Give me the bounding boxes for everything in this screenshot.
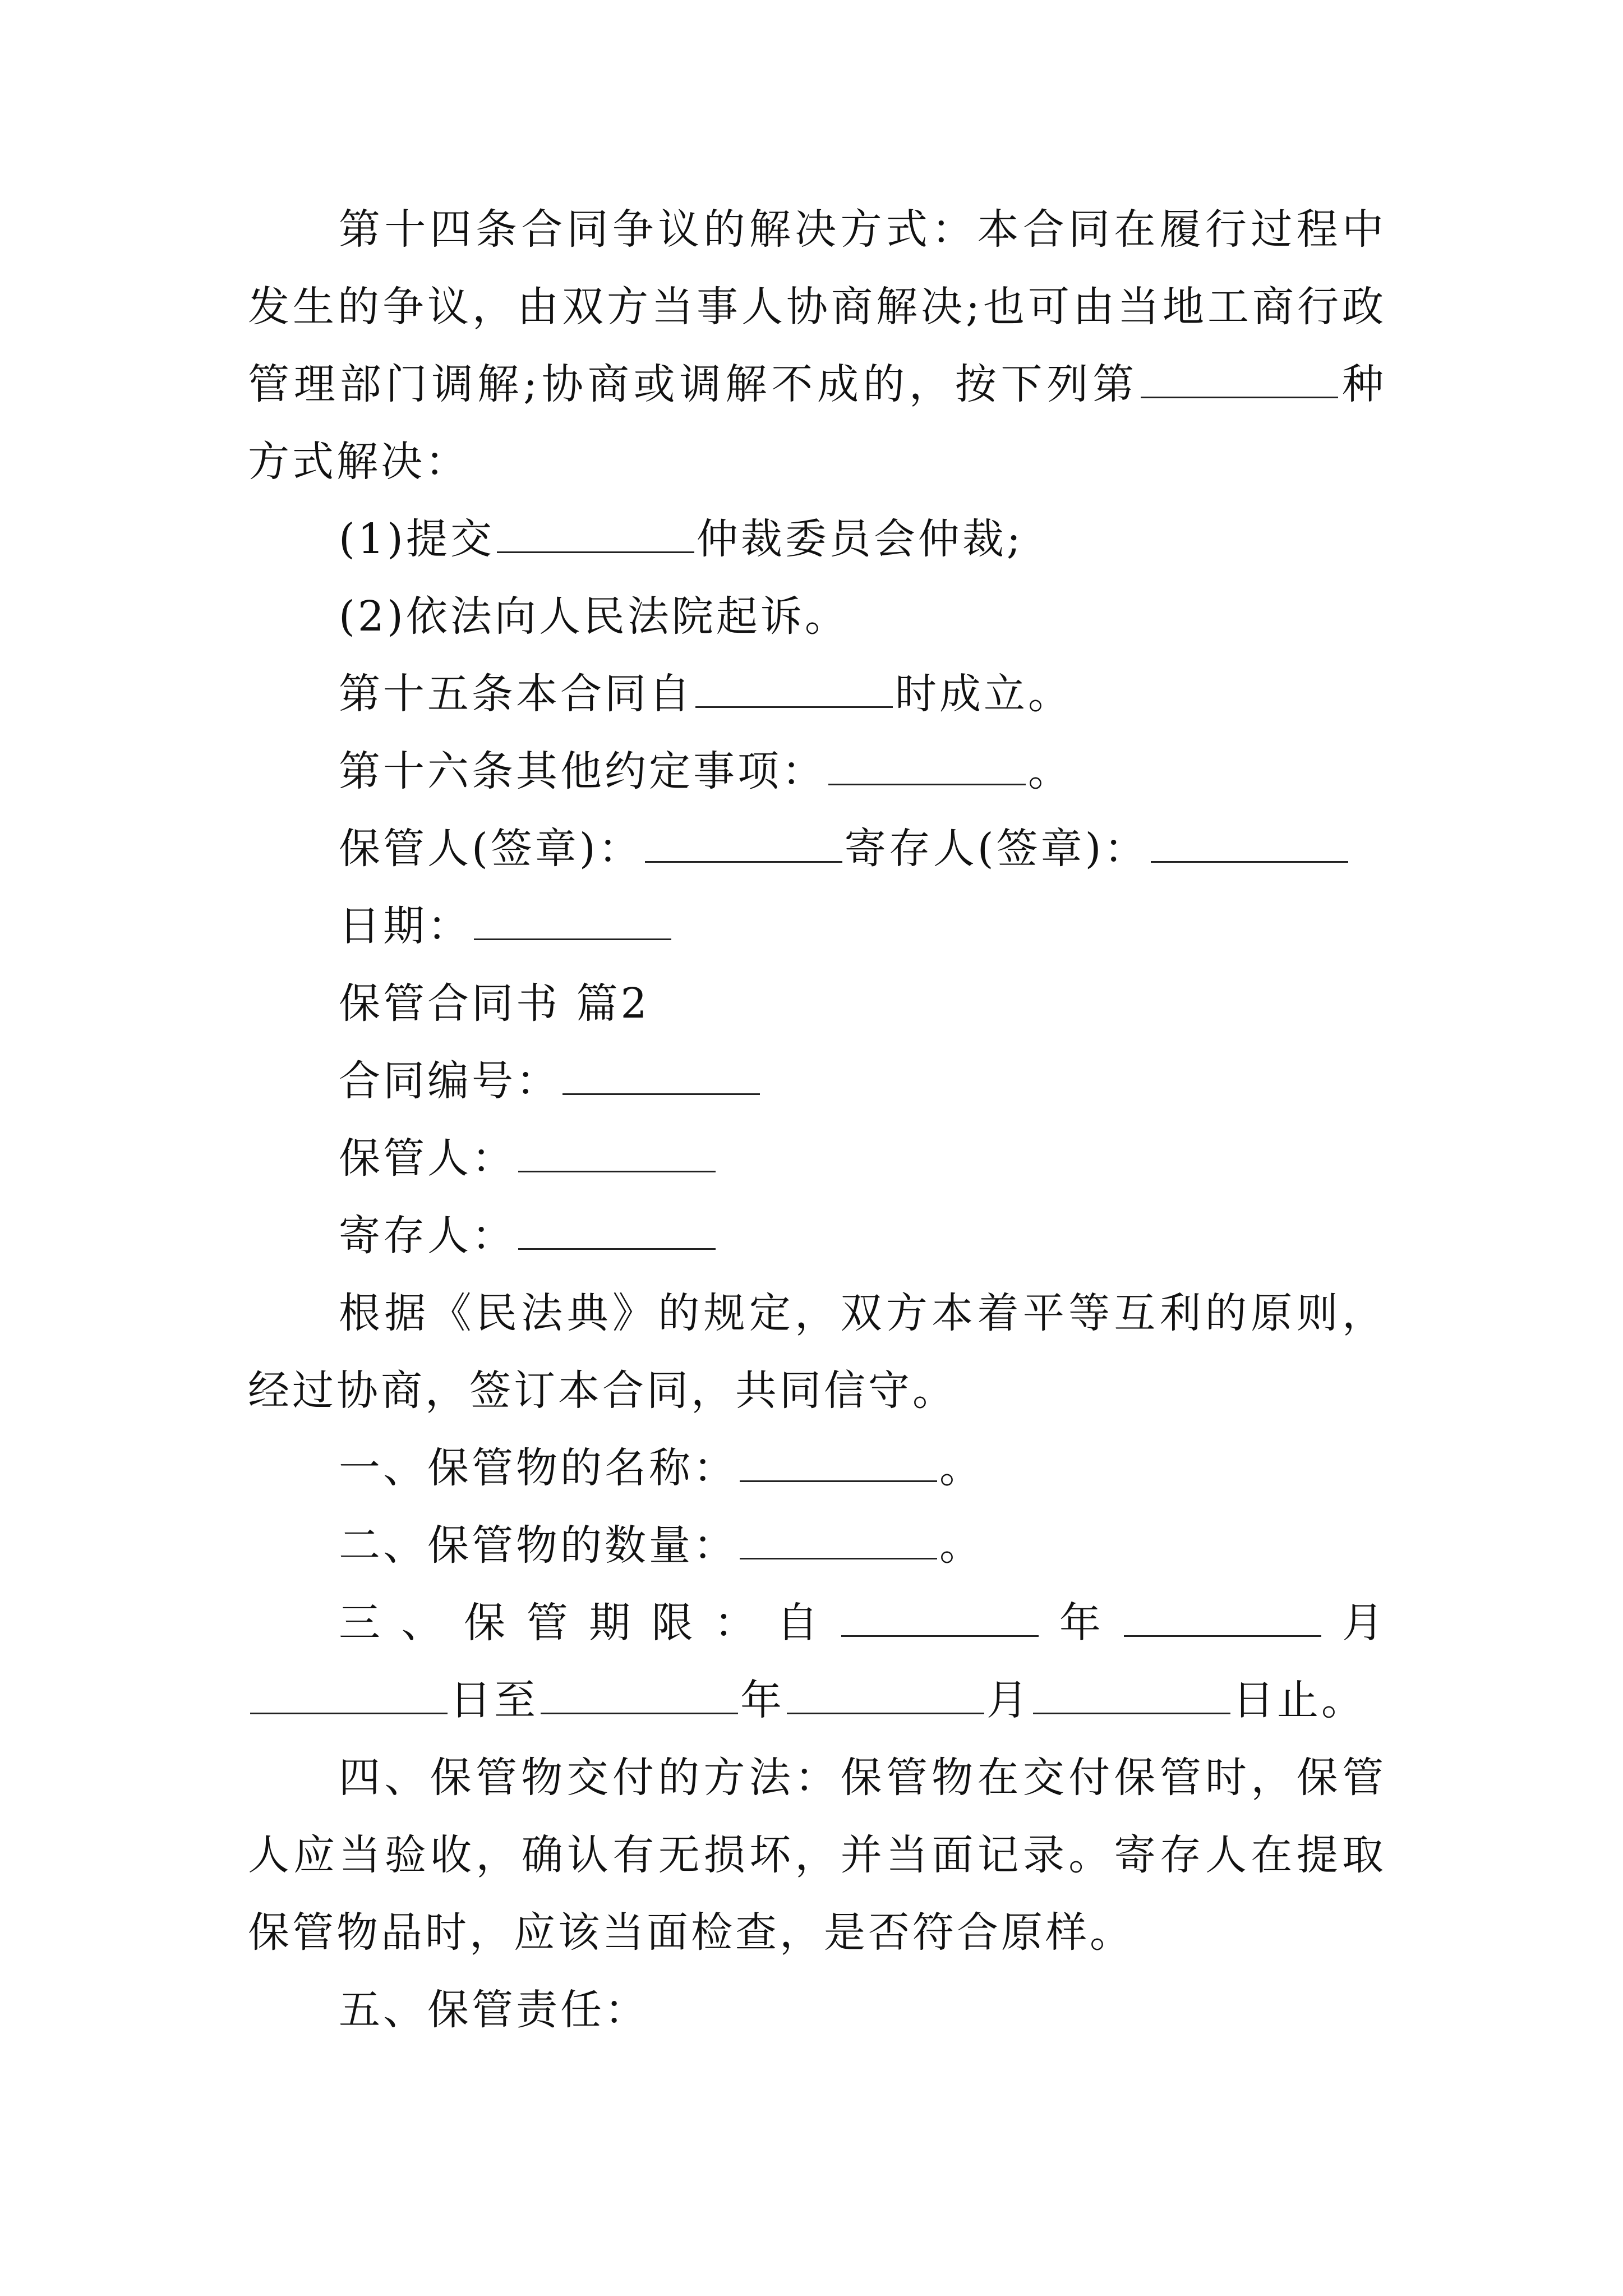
text-segment: 一、保管物的名称： [339, 1444, 737, 1492]
fill-blank [562, 1048, 760, 1095]
text-segment: 时成立。 [895, 670, 1072, 718]
custody-responsibility-line [248, 1971, 1386, 2049]
text-segment: 二、保管物的数量： [339, 1521, 737, 1570]
text-segment: (1)提交 [339, 515, 495, 563]
text-segment: 年 [740, 1676, 785, 1724]
preamble-paragraph [248, 1274, 1386, 1429]
section-heading [248, 965, 1386, 1042]
fill-blank [645, 816, 842, 863]
fill-blank [740, 1513, 937, 1559]
fill-blank [841, 1590, 1039, 1637]
text-segment: 仲裁委员会仲裁; [696, 515, 1023, 563]
text-segment: 。 [939, 1444, 984, 1492]
option-2-paragraph [248, 578, 1386, 655]
contract-number-label: 合同编号： [339, 1057, 560, 1105]
fill-blank [828, 739, 1026, 785]
date-line [248, 887, 1386, 965]
text-segment: 月 [1324, 1599, 1387, 1647]
article-15-paragraph [248, 655, 1386, 733]
fill-blank [518, 1203, 716, 1250]
fill-blank [497, 507, 694, 553]
fill-blank [250, 1668, 448, 1714]
text-segment: 三、保管期限：自 [339, 1599, 840, 1647]
option-1-paragraph [248, 500, 1386, 578]
fill-blank [740, 1435, 937, 1482]
article-16-paragraph [248, 733, 1386, 810]
text-segment: 种方式解决： [248, 360, 1387, 486]
item-name-line [248, 1429, 1386, 1507]
text-segment: 日止。 [1233, 1676, 1366, 1724]
fill-blank [474, 894, 671, 940]
text-segment: 第十六条其他约定事项： [339, 747, 826, 795]
signature-line [248, 810, 1386, 887]
depositor-label: 寄存人： [339, 1212, 516, 1260]
fill-blank [787, 1668, 984, 1714]
text-segment: 第十四条合同争议的解决方式：本合同在履行过程中发生的争议，由双方当事人协商解决;也可由当地工商行政管理部门调解;协商或调解不成的，按下列第 [248, 205, 1386, 408]
fill-blank [541, 1668, 738, 1714]
item-quantity-line [248, 1507, 1386, 1584]
text-segment: 。 [1028, 747, 1072, 795]
fill-blank [1141, 352, 1338, 398]
text-segment: 第十五条本合同自 [339, 670, 693, 718]
custodian-label: 保管人： [339, 1134, 516, 1182]
fill-blank [695, 661, 893, 708]
text-segment: 五、保管责任： [339, 1986, 649, 2034]
storage-period-paragraph [248, 1584, 1386, 1739]
custodian-line [248, 1120, 1386, 1197]
text-segment: 日至 [450, 1676, 538, 1724]
fill-blank [1033, 1668, 1230, 1714]
text-segment: 根据《民法典》的规定，双方本着平等互利的原则，经过协商，签订本合同，共同信守。 [248, 1289, 1386, 1415]
custodian-signature-label: 保管人(签章)： [339, 825, 643, 873]
delivery-method-paragraph [248, 1739, 1386, 1971]
contract-number-line [248, 1042, 1386, 1120]
fill-blank [1124, 1590, 1321, 1637]
text-segment: (2)依法向人民法院起诉。 [339, 592, 849, 641]
document-body [248, 191, 1386, 2049]
text-segment: 年 [1041, 1599, 1122, 1647]
text-segment: 。 [939, 1521, 984, 1570]
text-segment: 四、保管物交付的方法：保管物在交付保管时，保管人应当验收，确认有无损坏，并当面记录。寄存人在提取保管物品时，应该当面检查，是否符合原样。 [248, 1754, 1386, 1957]
section-title: 保管合同书 篇2 [339, 979, 650, 1028]
depositor-signature-label: 寄存人(签章)： [844, 825, 1149, 873]
fill-blank [518, 1126, 716, 1172]
depositor-line [248, 1197, 1386, 1274]
date-label: 日期： [339, 902, 472, 950]
text-segment: 月 [986, 1676, 1031, 1724]
fill-blank [1151, 816, 1348, 863]
article-14-paragraph [248, 191, 1386, 500]
